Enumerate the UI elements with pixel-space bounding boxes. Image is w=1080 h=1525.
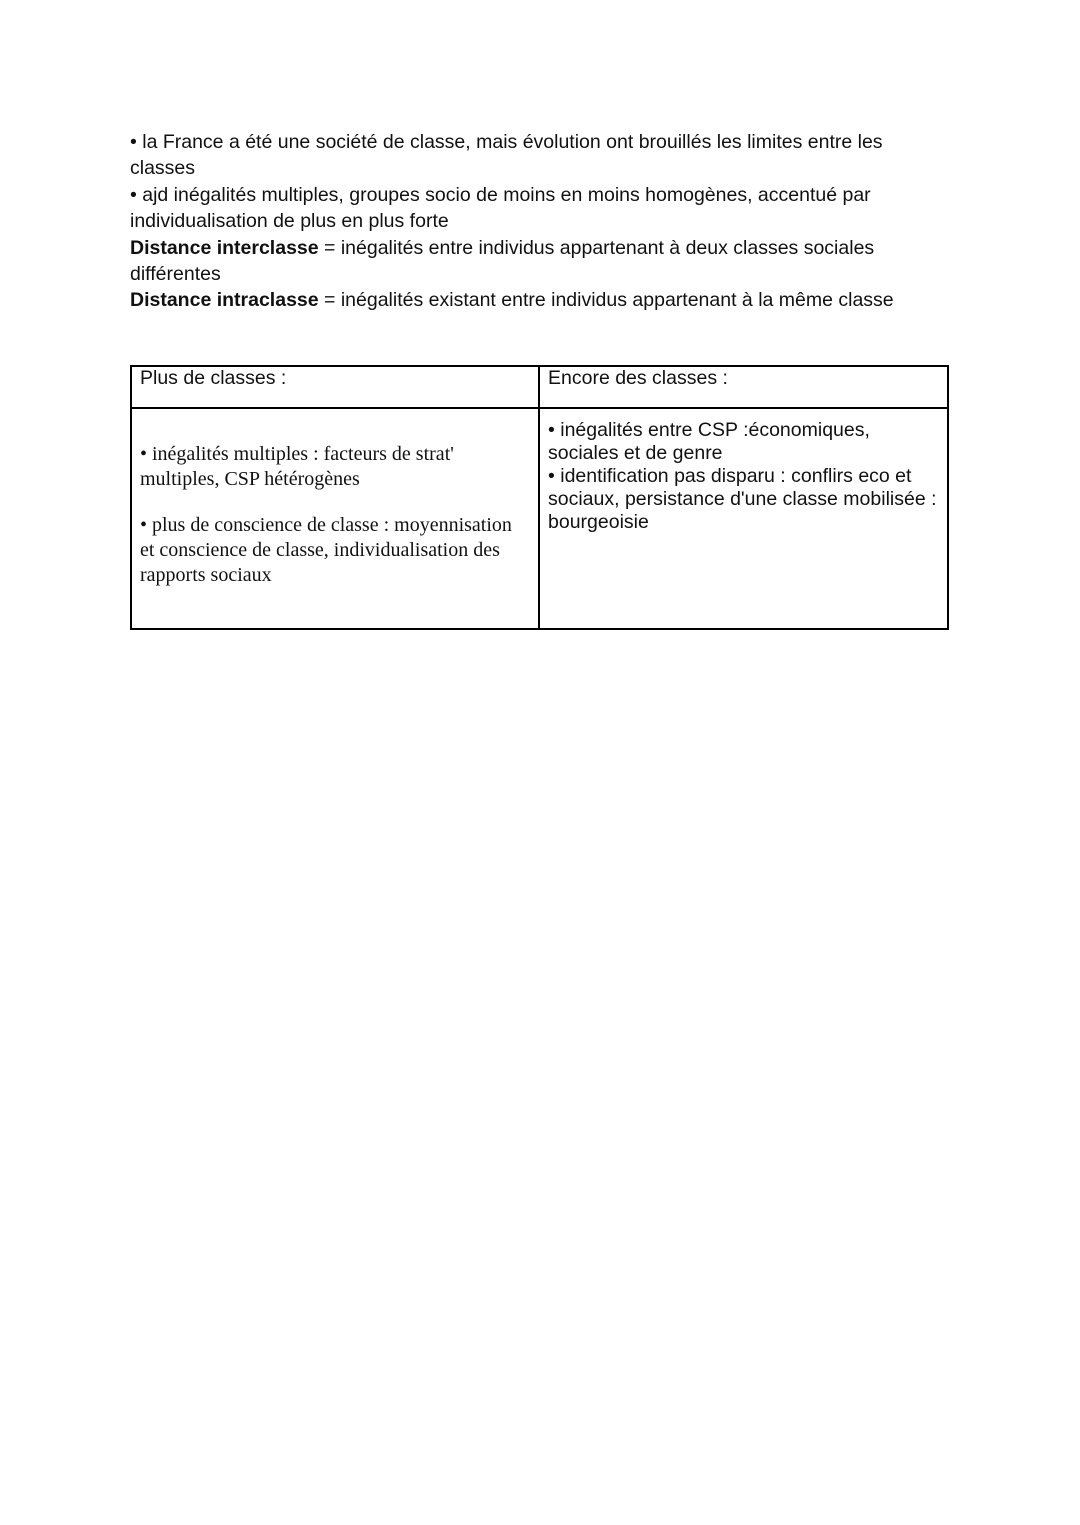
header-encore-des-classes: Encore des classes : [539,366,948,408]
definition-term: Distance interclasse [130,236,319,259]
intro-bullet-2: • ajd inégalités multiples, groupes socio de moins en moins homogènes, accentué par individualisation de plus en plus forte [130,183,871,233]
list-item: • identification pas disparu : conflirs eco et sociaux, persistance d'une classe mobilisée : bourgeoisie [548,465,937,533]
header-plus-de-classes: Plus de classes : [131,366,539,408]
definition-term: Distance intraclasse [130,289,319,312]
list-item: • inégalités entre CSP :économiques, sociales et de genre [548,419,870,464]
cell-plus-de-classes [131,408,539,629]
definition-intraclasse [130,287,950,313]
comparison-table [130,365,949,630]
definition-interclasse [130,235,950,288]
table-header-row [131,366,948,408]
cell-encore-des-classes [539,408,948,629]
list-item: • inégalités multiples : facteurs de strat' multiples, CSP hétérogènes [140,443,454,490]
definition-text: = inégalités entre individus appartenant à deux classes sociales différentes [130,236,875,286]
intro-bullet-1: • la France a été une société de classe, mais évolution ont brouillés les limites entre les classes [130,131,883,180]
list-item: • plus de conscience de classe : moyennisation et conscience de classe, individualisation des rapports sociaux [140,514,512,586]
definition-text: = inégalités existant entre individus appartenant à la même classe [318,289,894,312]
intro-text [130,129,950,314]
table-row [131,408,948,629]
